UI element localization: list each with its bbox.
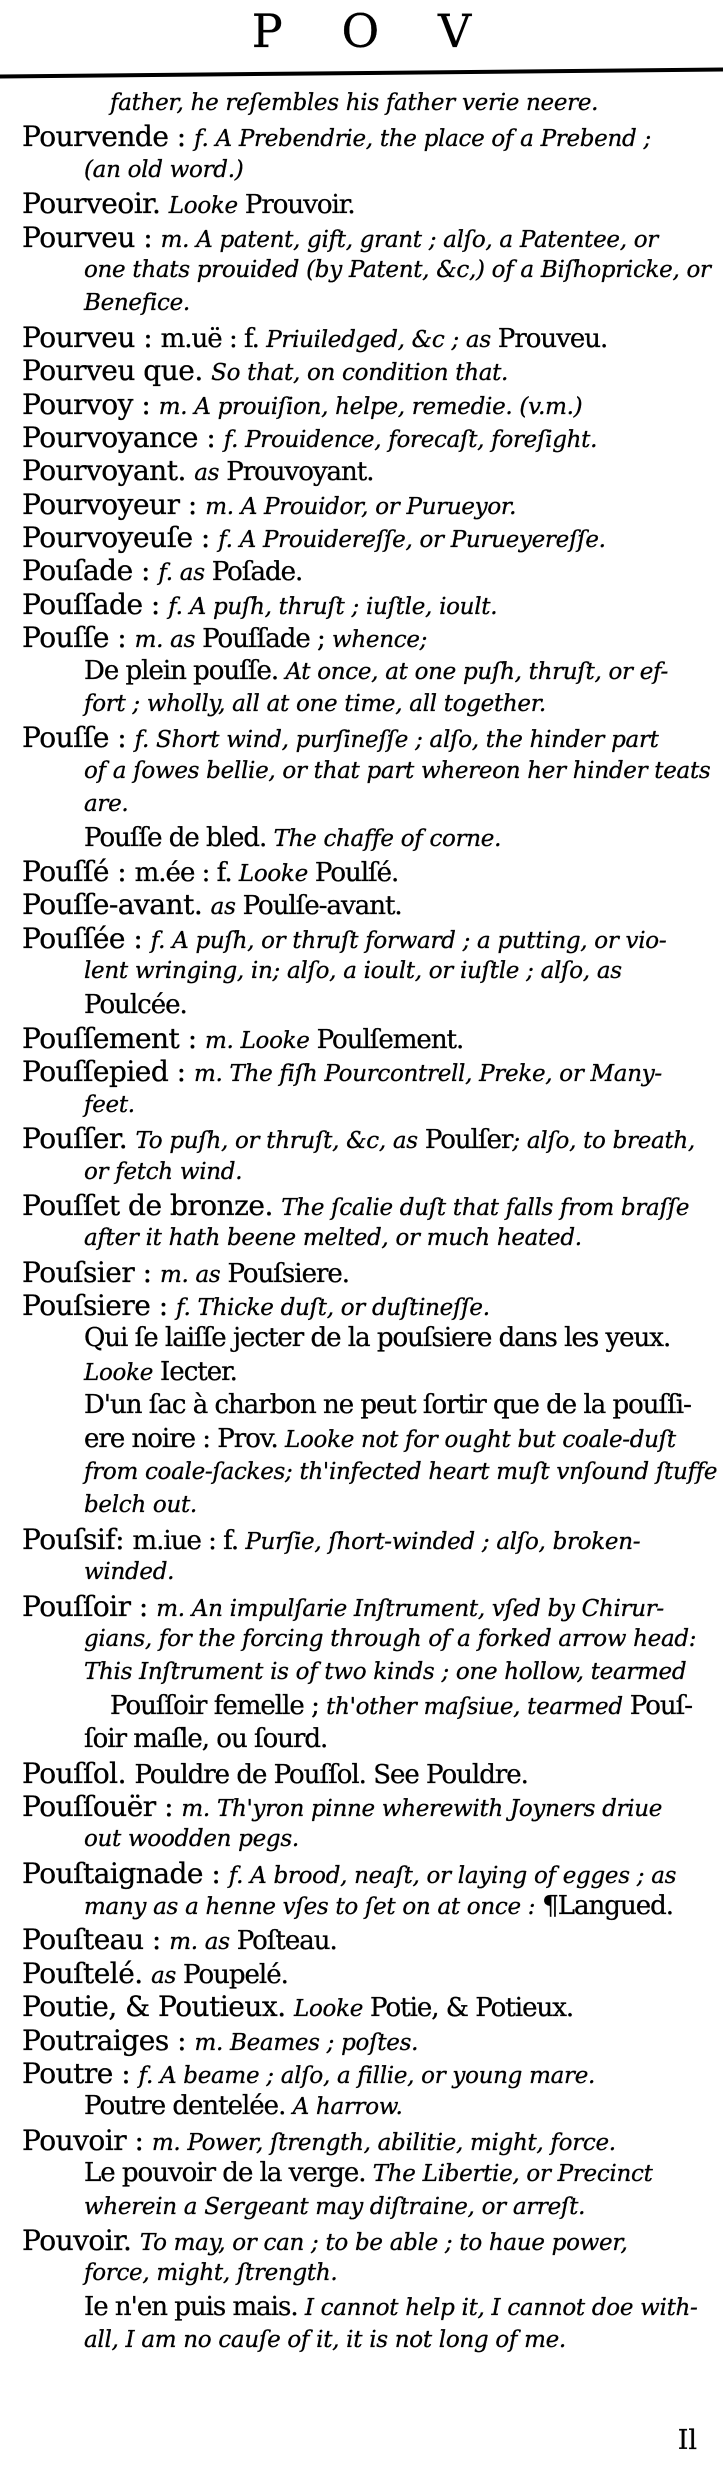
headword: Pouſſade : [22,587,169,621]
definition-text: At once, at one puſh, thruſt, or ef- [285,658,668,685]
entry-line [22,1923,717,1956]
definition-text: of a ſowes bellie, or that part whereon her hinder teats [84,757,711,784]
headword: Pourveu que. [22,354,212,388]
headword: Pouſſepied : [22,1055,194,1089]
definition-text: m. A prouiſion, helpe, remedie. (v.m.) [158,393,583,420]
headword: Pourveoir. [22,187,169,221]
headword: Pourvoyant. [22,454,195,488]
definition-text: out woodden pegs. [84,1826,299,1853]
french-text: Poutre dentelée. [84,2091,293,2122]
french-text: Ie n'en puis mais. [84,2291,305,2322]
headword: Pourvoyance : [22,420,224,454]
french-text: Pouſſoir femelle ; [110,1690,327,1721]
definition-text: To may, or can ; to be able ; to haue power, [139,2230,628,2256]
entry-line [22,922,717,955]
french-text: Pouldre de Pouſſol. See Pouldre. [134,1759,528,1790]
french-text: ſoir maſle, ou ſourd. [84,1724,328,1755]
definition-text: The Libertie, or Precinct [372,2161,653,2188]
definition-text: Looke not for ought but coale-duſt [285,1426,676,1453]
headword: Pouſſe : [22,621,135,655]
entry-line [22,87,717,120]
french-text: Pouſ- [629,1690,693,1721]
definition-text: The ſcalie duſt that falls from braſſe [281,1194,690,1221]
french-text: Poſade. [211,557,303,588]
definition-text: th'other maſsiue, tearmed [326,1693,630,1720]
definition-text: ; alſo, to breath, [512,1128,695,1155]
entry-line [22,888,717,921]
headword: Pouſſoir : [22,1589,157,1623]
entry-line [22,721,717,754]
entry-line [22,554,717,587]
definition-text: Purſie, ſhort-winded ; alſo, broken- [245,1528,641,1555]
definition-text: So that, on condition that. [211,360,509,387]
french-text: Qui ſe laiſſe jecter de la pouſsiere dans les yeux. [84,1323,671,1354]
headword: Pouſſol. [22,1756,135,1790]
entry-line [22,755,717,788]
entry-line [22,1556,717,1589]
french-text: Le pouvoir de la verge. [84,2158,373,2189]
entry-line [22,655,717,688]
definition-text: as [210,894,243,921]
definition-text: m. Th'yron pinne wherewith Joyners driue [181,1795,663,1822]
headword: Pouvoir. [22,2224,140,2257]
entry-line [22,1857,717,1890]
definition-text: after it hath beene melted, or much heated. [84,1225,582,1252]
definition-text: This Inſtrument is of two kinds ; one hollow, tearmed [84,1659,687,1686]
entry-line [22,1690,717,1723]
definition-text: f. Prouidence, forecaſt, foreſight. [223,426,598,453]
entry-line [22,788,717,821]
entry-line [22,488,717,521]
headword: Pourvende : [22,120,195,154]
entry-line [22,1757,717,1790]
french-text: Pouſsiere. [227,1258,350,1289]
headword: Pouſsif: [22,1522,133,1556]
entry-line [22,287,717,320]
definition-text: f. Short wind, purſineſſe ; alſo, the hinder part [134,727,659,754]
entry-line [22,321,717,354]
entry-line [22,1823,717,1856]
headword: Pouſſet de bronze. [22,1188,282,1222]
definition-text: belch out. [84,1492,197,1519]
entry-line [22,955,717,988]
entry-line [22,621,717,654]
headword: Pouſſer. [22,1122,136,1156]
entry-line [22,989,717,1022]
definition-text: wherein a Sergeant may diſtraine, or arreſt. [84,2193,586,2220]
definition-text: m. as [169,1929,237,1956]
entry-line [22,254,717,287]
entry-line [22,354,717,387]
headword: Poutie, & Poutieux. [22,1990,294,2024]
definition-text: m. A patent, gift, grant ; alſo, a Patentee, or [160,226,658,253]
entry-line [22,2324,717,2357]
definition-text: or fetch wind. [84,1158,243,1185]
definition-text: f. A puſh, thruſt ; iuſtle, ioult. [168,593,498,620]
entry-line [22,2191,717,2224]
definition-text: m. as [159,1261,228,1288]
headword: Pouſtelé. [22,1956,152,1990]
definition-text: (an old word.) [84,156,244,183]
french-text: De plein pouſſe. [84,655,286,686]
entry-line [22,1189,717,1222]
definition-text: f. A Prebendrie, the place of a Prebend ; [194,126,651,153]
entry-line [22,1523,717,1556]
entry-line [22,154,717,187]
definition-text: as [194,460,227,487]
definition-text: m. Looke [205,1027,317,1054]
headword: Pouſſouër : [22,1789,182,1823]
entry-line [22,1723,717,1756]
french-text: Poulſé. [314,857,399,888]
definition-text: one thats prouided (by Patent, &c,) of a Biſhopricke, or [84,256,711,283]
definition-text: A harrow. [292,2094,403,2121]
entry-line [22,2157,717,2190]
entry-line [22,1089,717,1122]
entry-line [22,688,717,721]
french-text: Prouvoyant. [226,457,374,488]
definition-text: father, he reſembles his father verie neere. [110,90,599,116]
definition-text: f. A brood, neaſt, or laying of egges ; as [228,1862,677,1889]
entry-line [22,2257,717,2290]
entry-line [22,2090,717,2123]
definition-text: fort ; wholly, all at one time, all together. [84,691,546,718]
entry-line [22,1790,717,1823]
french-text: Potie, & Potieux. [370,1993,574,2024]
headword: Pouſſé : [22,854,135,888]
entry-line [22,120,717,153]
definition-text: f. A puſh, or thruſt forward ; a putting, or vio- [150,927,667,954]
french-text: Prouvoir. [244,190,355,221]
french-text: Poulſer [424,1125,513,1156]
french-text: ere noire : Prov. [84,1423,285,1454]
definition-text: The chaffe of corne. [273,825,502,852]
french-text: Pouſſe de bled. [84,822,274,853]
entry-line [22,2291,717,2324]
french-text: Pouſſade ; [202,624,333,655]
definition-text: force, might, ſtrength. [84,2260,338,2287]
french-text: Iecter. [160,1356,237,1387]
entry-line [22,421,717,454]
entry-line [22,2224,717,2257]
entry-line [22,1289,717,1322]
headword: Pourvoy : [22,387,159,421]
definition-text: To puſh, or thruſt, &c, as [135,1128,425,1155]
headword: Pouſtaignade : [22,1856,229,1890]
french-text: Prouveu. [497,323,608,354]
headword: Poutraiges : [22,2023,195,2057]
entry-line [22,1890,717,1923]
catchword: Il [677,2425,697,2456]
entry-line [22,2057,717,2090]
entry-line [22,1222,717,1255]
definition-text: are. [84,791,129,818]
page-header-title: P O V [251,4,494,58]
definition-text: f. Thicke duſt, or duſtineſſe. [176,1295,490,1322]
definition-text: f. A Prouidereſſe, or Purueyereſſe. [218,527,606,554]
definition-text: Looke [294,1996,371,2023]
entry-line [22,1456,717,1489]
entry-line [22,1256,717,1289]
definition-text: f. as [158,560,212,587]
definition-text: whence; [332,627,428,654]
headword: Pouſsier : [22,1255,160,1289]
definition-text: Looke [168,193,245,220]
entry-line [22,1156,717,1189]
headword: Pouſade : [22,554,159,588]
entries-container [0,75,723,2358]
entry-line [22,1590,717,1623]
french-text: ¶Langued. [542,1891,673,1922]
headword: Poutre : [22,2057,139,2091]
entry-line [22,1022,717,1055]
headword: Pourvoyeuſe : [22,521,219,555]
headword: Pouvoir : [22,2123,152,2157]
entry-line [22,588,717,621]
definition-text: Looke [84,1359,161,1386]
definition-text: m. as [134,627,203,654]
entry-line [22,1122,717,1155]
definition-text: many as a henne vſes to ſet on at once : [84,1894,543,1921]
french-text: D'un ſac à charbon ne peut ſortir que de la pouſſi- [84,1390,691,1421]
headword: Pouſteau : [22,1923,170,1957]
definition-text: m. A Prouidor, or Purueyor. [205,493,517,520]
definition-text: m. Power, ſtrength, abilitie, might, force. [151,2129,616,2156]
french-text: Poſteau. [236,1926,337,1957]
headword: Pourvoyeur : [22,487,206,521]
definition-text: Benefice. [84,290,190,317]
entry-line [22,521,717,554]
entry-line [22,1356,717,1389]
definition-text: m. The fiſh Pourcontrell, Preke, or Many- [194,1061,662,1088]
headword: Pouſsiere : [22,1289,177,1323]
headword: Pourveu : [22,220,161,254]
entry-line [22,2024,717,2057]
entry-line [22,221,717,254]
entry-line [22,454,717,487]
french-text: m.ée : f. [134,857,239,888]
entry-line [22,1957,717,1990]
entry-line [22,855,717,888]
entry-line [22,2124,717,2157]
headword: Pouſſée : [22,921,151,955]
headword: Pouſſe : [22,721,135,755]
entry-line [22,1623,717,1656]
entry-line [22,1389,717,1422]
definition-text: as [151,1962,184,1989]
definition-text: m. An impulſarie Inſtrument, vſed by Chirur- [156,1595,664,1622]
french-text: Poulſement. [316,1024,464,1055]
definition-text: gians, for the forcing through of a forked arrow head: [84,1625,697,1652]
definition-text: feet. [84,1091,135,1118]
entry-line [22,822,717,855]
entry-line [22,388,717,421]
french-text: Poulſe-avant. [242,891,402,922]
definition-text: f. A beame ; alſo, a fillie, or young mare. [138,2063,596,2090]
headword: Pouſſe-avant. [22,888,211,922]
entry-line [22,1055,717,1088]
definition-text: I cannot help it, I cannot doe with- [304,2294,698,2321]
definition-text: Looke [238,860,315,887]
french-text: m.iue : f. [132,1525,246,1556]
entry-line [22,1656,717,1689]
entry-line [22,1322,717,1355]
entry-line [22,1423,717,1456]
entry-line [22,1990,717,2023]
definition-text: m. Beames ; poſtes. [194,2029,419,2056]
definition-text: Priuiledged, &c ; as [266,326,498,353]
definition-text: winded. [84,1559,175,1586]
definition-text: all, I am no cauſe of it, it is not long of me. [84,2327,566,2354]
definition-text: lent wringing, in; alſo, a ioult, or iuſtle ; alſo, as [84,958,622,985]
french-text: m.uë : f. [160,323,267,354]
definition-text: from coale-ſackes; th'infected heart muſt vnſound ſtuffe [84,1459,718,1486]
headword: Pouſſement : [22,1021,206,1055]
french-text: Poulcée. [84,989,187,1020]
entry-line [22,187,717,220]
headword: Pourveu : [22,320,161,354]
entry-line [22,1489,717,1522]
french-text: Poupelé. [183,1959,288,1990]
